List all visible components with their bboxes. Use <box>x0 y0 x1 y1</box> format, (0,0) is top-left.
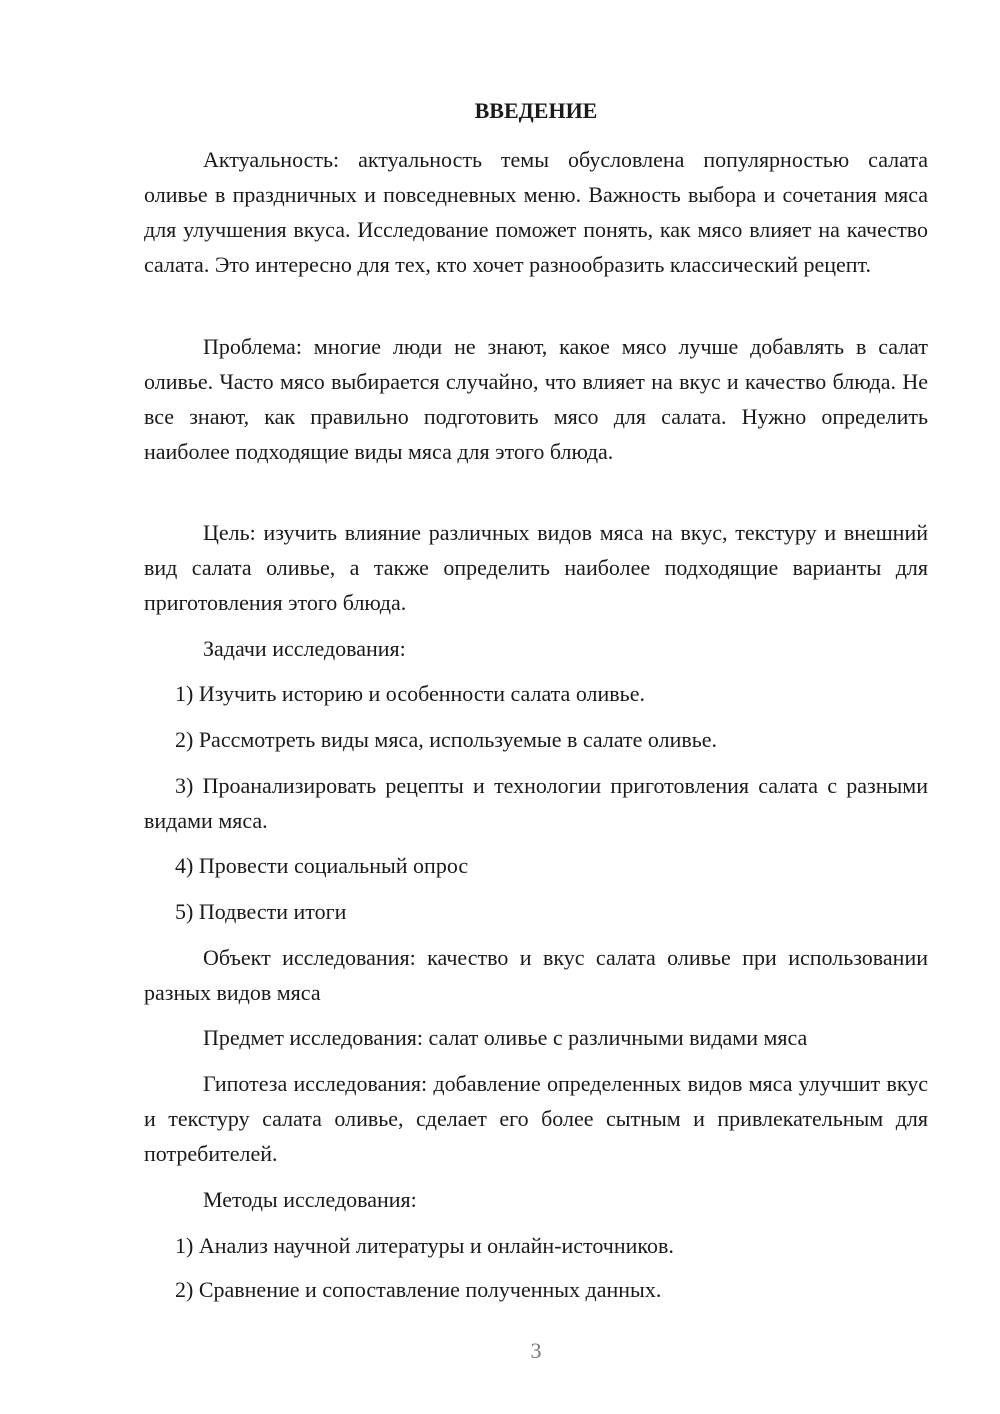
paragraph-hypothesis: Гипотеза исследования: добавление определенных видов мяса улучшит вкус и текстуру салата оливье, сделает его более сытным и привлекательным для потребителей. <box>144 1071 928 1166</box>
task-item-4: 4) Провести социальный опрос <box>175 853 469 878</box>
page-number: 3 <box>530 1338 542 1363</box>
method-item-1: 1) Анализ научной литературы и онлайн-источников. <box>175 1233 674 1258</box>
section-title: ВВЕДЕНИЕ <box>474 98 598 123</box>
paragraph-object: Объект исследования: качество и вкус салата оливье при использовании разных видов мяса <box>144 945 928 1005</box>
paragraph-problem: Проблема: многие люди не знают, какое мясо лучше добавлять в салат оливье. Часто мясо выбирается случайно, что влияет на вкус и качество блюда. Не все знают, как правильно подготовить мясо для салата. Нужно определить наиболее подходящие виды мяса для этого блюда. <box>144 334 928 464</box>
paragraph-goal: Цель: изучить влияние различных видов мяса на вкус, текстуру и внешний вид салата оливье, а также определить наиболее подходящие варианты для приготовления этого блюда. <box>144 520 928 615</box>
method-item-2: 2) Сравнение и сопоставление полученных данных. <box>175 1277 662 1302</box>
paragraph-subject: Предмет исследования: салат оливье с различными видами мяса <box>203 1025 808 1050</box>
methods-heading: Методы исследования: <box>203 1187 417 1212</box>
task-item-1: 1) Изучить историю и особенности салата оливье. <box>175 681 645 706</box>
task-item-3: 3) Проанализировать рецепты и технологии приготовления салата с разными видами мяса. <box>144 773 928 833</box>
tasks-heading: Задачи исследования: <box>203 636 406 661</box>
task-item-5: 5) Подвести итоги <box>175 899 347 924</box>
task-item-2: 2) Рассмотреть виды мяса, используемые в салате оливье. <box>175 727 718 752</box>
paragraph-relevance: Актуальность: актуальность темы обусловлена популярностью салата оливье в праздничных и повседневных меню. Важность выбора и сочетания мяса для улучшения вкуса. Исследование поможет понять, как мясо влияет на качество салата. Это интересно для тех, кто хочет разнообразить классический рецепт. <box>144 147 928 277</box>
